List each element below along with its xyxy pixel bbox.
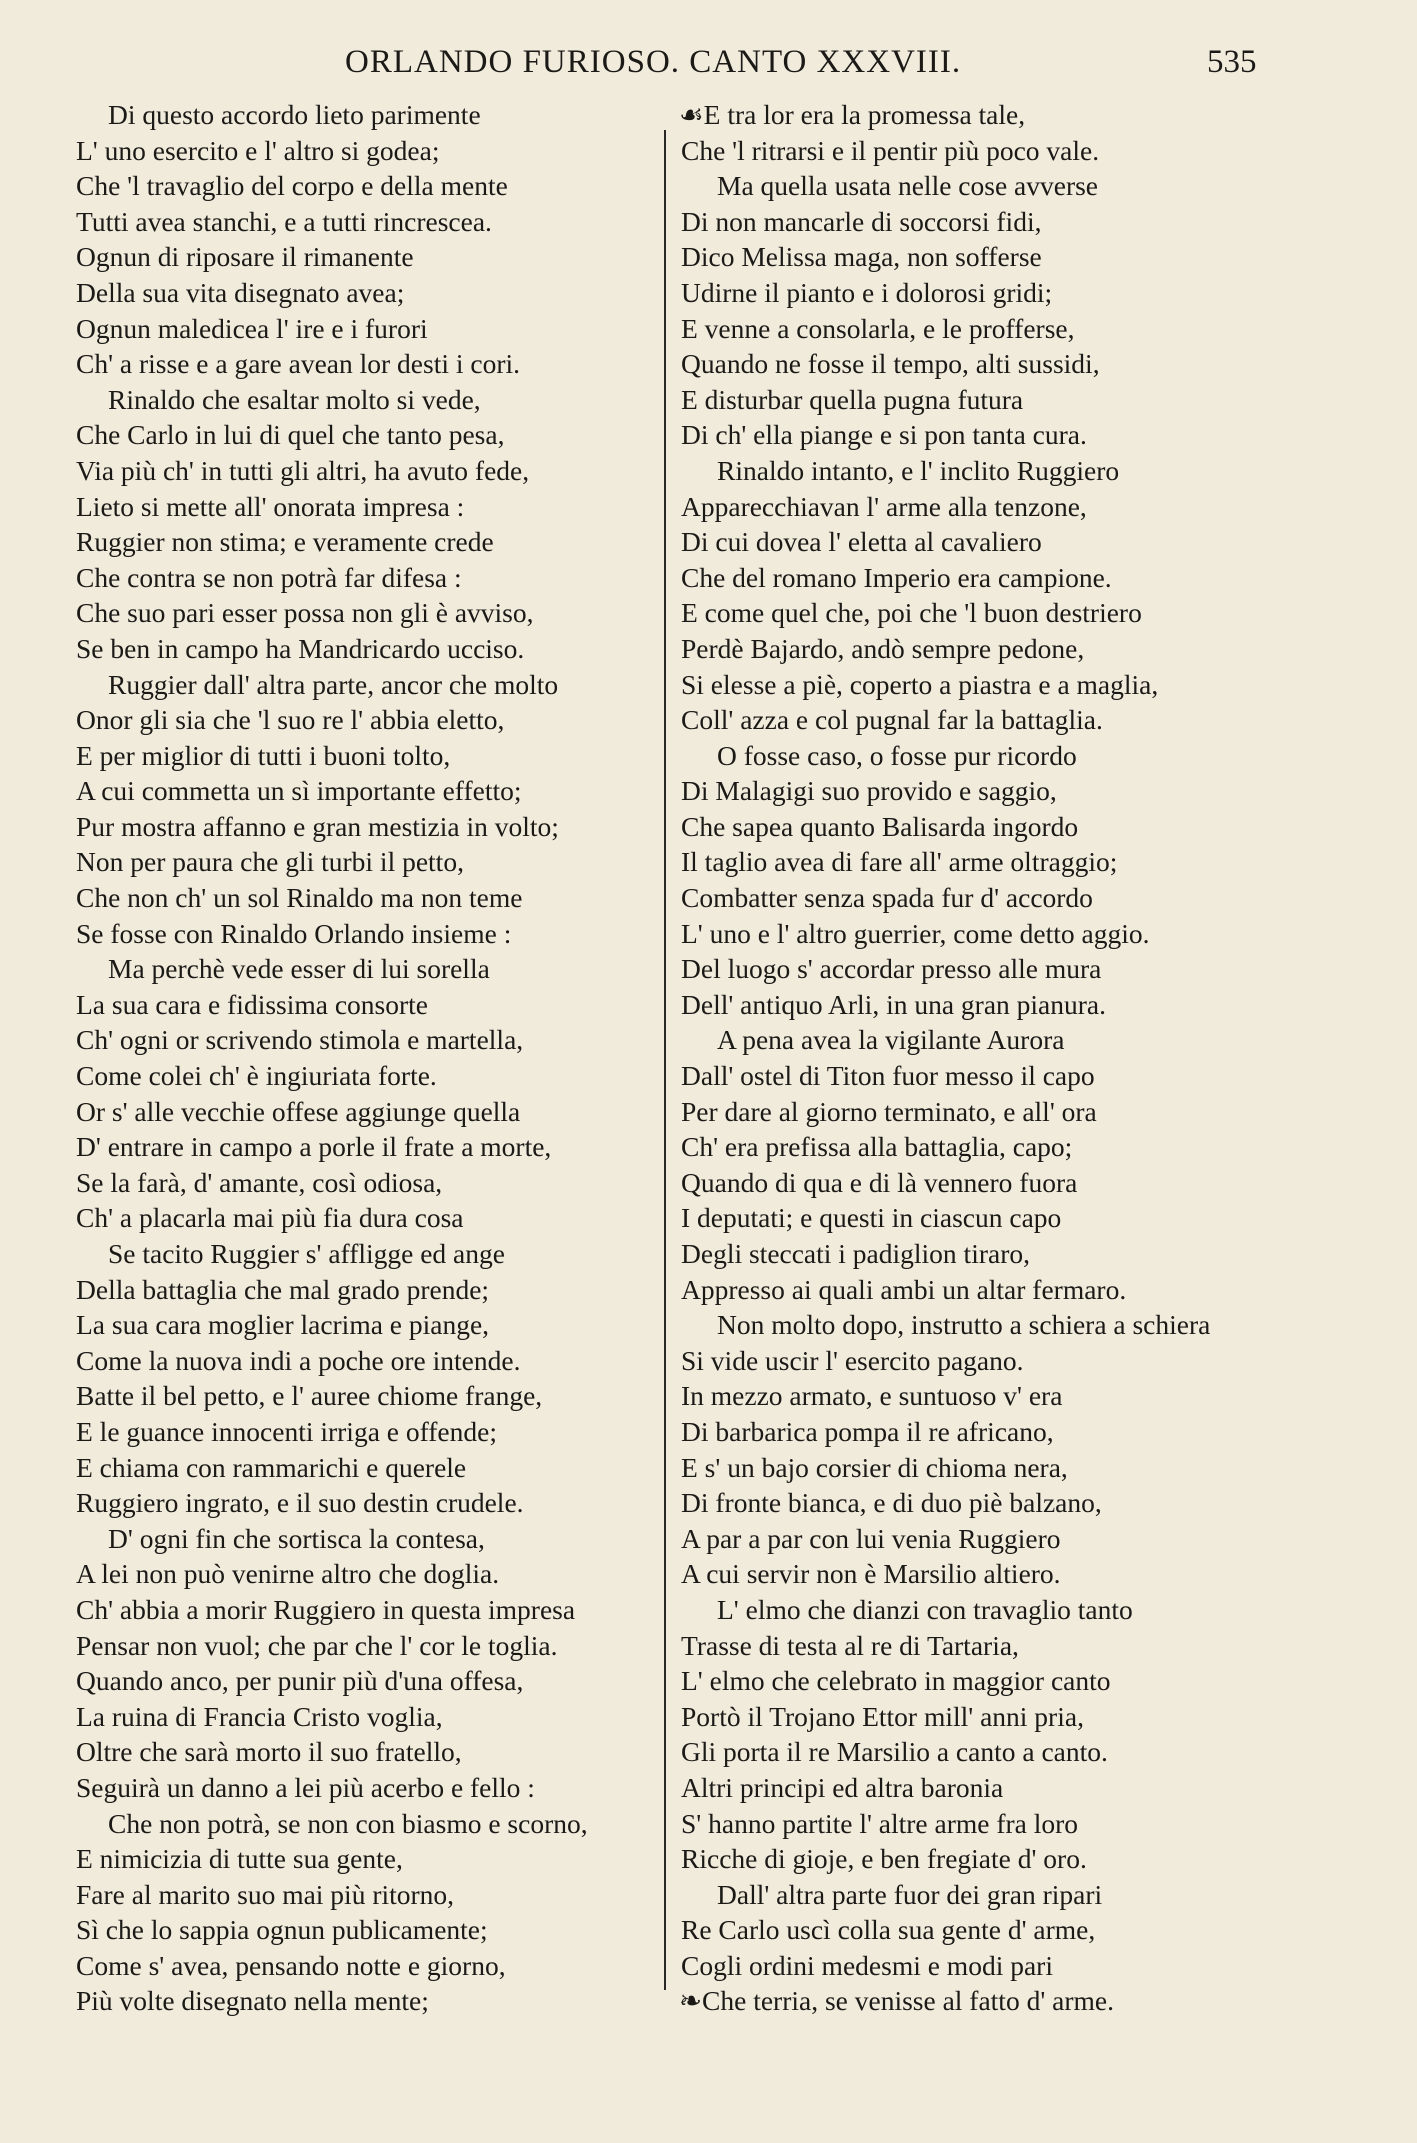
left-verse-line: Oltre che sarà morto il suo fratello, [76,1736,462,1768]
page-header [0,44,1417,88]
right-verse-line: Re Carlo uscì colla sua gente d' arme, [681,1914,1096,1946]
left-verse-line: Seguirà un danno a lei più acerbo e fello : [76,1771,535,1803]
left-verse-line: Ognun di riposare il rimanente [76,241,414,273]
left-verse-line: Pur mostra affanno e gran mestizia in volto; [76,810,559,842]
right-verse-line: Di Malagigi suo provido e saggio, [681,775,1057,807]
right-verse-line: Quando ne fosse il tempo, alti sussidi, [681,348,1100,380]
right-verse-line: Il taglio avea di fare all' arme oltraggio; [681,846,1118,878]
right-verse-line: Trasse di testa al re di Tartaria, [681,1629,1019,1661]
right-verse-line: Che 'l ritrarsi e il pentir più poco vale. [681,134,1100,166]
right-verse-line: Di barbarica pompa il re africano, [681,1415,1054,1447]
left-verse-line: Sì che lo sappia ognun publicamente; [76,1914,488,1946]
right-verse-line: E disturbar quella pugna futura [681,383,1024,415]
right-verse-line: A cui servir non è Marsilio altiero. [681,1558,1061,1590]
right-verse-line: ❧Che terria, se venisse al fatto d' arme. [679,1985,1114,2017]
right-verse-line: Ricche di gioje, e ben fregiate d' oro. [681,1843,1087,1875]
right-verse-line: E s' un bajo corsier di chioma nera, [681,1451,1068,1483]
right-verse-line: A pena avea la vigilante Aurora [717,1024,1065,1056]
running-title: ORLANDO FURIOSO. CANTO XXXVIII. [345,44,962,80]
right-verse-line: Di fronte bianca, e di duo piè balzano, [681,1487,1102,1519]
left-verse-line: Che 'l travaglio del corpo e della mente [76,170,508,202]
left-verse-line: Lieto si mette all' onorata impresa : [76,490,465,522]
left-verse-line: Ch' a risse e a gare avean lor desti i cori. [76,348,521,380]
left-verse-line: Or s' alle vecchie offese aggiunge quella [76,1095,521,1127]
right-verse-line: Portò il Trojano Ettor mill' anni pria, [681,1700,1084,1732]
left-verse-line: Ch' abbia a morir Ruggiero in questa impresa [76,1593,576,1625]
right-verse-line: Ma quella usata nelle cose avverse [717,170,1099,202]
right-verse-line: Di ch' ella piange e si pon tanta cura. [681,419,1087,451]
right-verse-line: Apparecchiavan l' arme alla tenzone, [681,490,1087,522]
right-verse-line: Ch' era prefissa alla battaglia, capo; [681,1131,1073,1163]
left-verse-line: La sua cara moglier lacrima e piange, [76,1309,490,1341]
left-verse-line: Ruggiero ingrato, e il suo destin crudele. [76,1487,524,1519]
right-verse-line: E come quel che, poi che 'l buon destriero [681,597,1142,629]
left-verse-line: Di questo accordo lieto parimente [108,99,481,130]
right-verse-line: Degli steccati i padiglion tiraro, [681,1238,1030,1269]
right-verse-line: L' elmo che celebrato in maggior canto [681,1665,1111,1697]
left-verse-line: Che suo pari esser possa non gli è avviso, [76,597,534,629]
left-verse-line: Come colei ch' è ingiuriata forte. [76,1060,437,1092]
left-verse-line: Ma perchè vede esser di lui sorella [108,953,490,985]
left-verse-line: Come s' avea, pensando notte e giorno, [76,1949,506,1981]
left-verse-line: La ruina di Francia Cristo voglia, [76,1700,443,1732]
left-verse-line: L' uno esercito e l' altro si godea; [76,134,440,166]
right-verse-line: Di cui dovea l' eletta al cavaliero [681,526,1042,558]
left-verse-line: Ognun maledicea l' ire e i furori [76,312,428,344]
right-verse-line: Coll' azza e col pugnal far la battaglia. [681,704,1103,736]
right-verse-line: Che del romano Imperio era campione. [681,561,1112,593]
left-column [76,97,661,2019]
right-verse-line: Dell' antiquo Arli, in una gran pianura. [681,988,1106,1020]
left-verse-line: Che non potrà, se non con biasmo e scorno, [108,1807,588,1839]
left-verse-line: D' entrare in campo a porle il frate a morte, [76,1131,552,1163]
left-verse-line: Onor gli sia che 'l suo re l' abbia eletto, [76,704,505,736]
right-verse-line: A par a par con lui venia Ruggiero [681,1522,1061,1554]
right-verse-line: Non molto dopo, instrutto a schiera a schiera [717,1309,1211,1341]
left-verse-line: Ruggier dall' altra parte, ancor che molto [108,668,559,700]
right-verse-line: L' uno e l' altro guerrier, come detto aggio. [681,917,1150,949]
left-verse-line: E per miglior di tutti i buoni tolto, [76,739,451,771]
left-verse-line: La sua cara e fidissima consorte [76,988,429,1020]
left-verse-line: Ch' a placarla mai più fia dura cosa [76,1202,464,1234]
left-verse-line: Se fosse con Rinaldo Orlando insieme : [76,917,512,949]
right-verse-line: Che sapea quanto Balisarda ingordo [681,810,1079,842]
left-verse-line: Batte il bel petto, e l' auree chiome frange, [76,1380,543,1412]
right-verse-line: Appresso ai quali ambi un altar fermaro. [681,1273,1127,1305]
right-verse-line: Cogli ordini medesmi e modi pari [681,1949,1053,1981]
left-verse-line: Se la farà, d' amante, così odiosa, [76,1166,443,1198]
left-verse-line: A lei non può venirne altro che doglia. [76,1558,500,1590]
right-verse-line: S' hanno partite l' altre arme fra loro [681,1807,1079,1839]
left-verse-line: Della sua vita disegnato avea; [76,276,405,308]
right-verse-line: Udirne il pianto e i dolorosi gridi; [681,276,1053,308]
page-number: 535 [1207,44,1257,80]
left-verse-line: A cui commetta un sì importante effetto; [76,775,522,807]
left-verse-line: Che Carlo in lui di quel che tanto pesa, [76,419,505,451]
right-verse-line: I deputati; e questi in ciascun capo [681,1202,1062,1234]
left-verse-line: Pensar non vuol; che par che l' cor le toglia. [76,1629,558,1661]
right-verse-line: L' elmo che dianzi con travaglio tanto [717,1593,1133,1625]
right-verse-line: Dall' ostel di Titon fuor messo il capo [681,1060,1095,1092]
right-verse-line: E venne a consolarla, e le profferse, [681,312,1075,344]
column-divider [664,130,666,1990]
left-verse-line: Come la nuova indi a poche ore intende. [76,1344,521,1376]
left-verse-line: Che contra se non potrà far difesa : [76,561,462,593]
left-verse-line: Non per paura che gli turbi il petto, [76,846,464,878]
left-verse-line: D' ogni fin che sortisca la contesa, [108,1522,485,1554]
left-verse-line: Tutti avea stanchi, e a tutti rincrescea. [76,205,492,237]
left-verse-line: Ch' ogni or scrivendo stimola e martella, [76,1024,524,1056]
left-verse-line: Che non ch' un sol Rinaldo ma non teme [76,882,523,914]
left-verse-line: E le guance innocenti irriga e offende; [76,1415,497,1447]
left-verse-line: Della battaglia che mal grado prende; [76,1273,490,1305]
left-verse-line: Se ben in campo ha Mandricardo ucciso. [76,632,525,664]
right-verse-line: Gli porta il re Marsilio a canto a canto. [681,1736,1108,1768]
right-verse-line: Quando di qua e di là vennero fuora [681,1166,1078,1198]
left-verse-line: Ruggier non stima; e veramente crede [76,526,494,558]
left-verse-line: Rinaldo che esaltar molto si vede, [108,383,481,415]
left-verse-line: Fare al marito suo mai più ritorno, [76,1878,455,1910]
right-verse-line: Dico Melissa maga, non sofferse [681,241,1042,273]
left-verse-line: Via più ch' in tutti gli altri, ha avuto fede, [76,454,530,486]
left-verse-line: Quando anco, per punir più d'una offesa, [76,1665,524,1697]
right-verse-line: Altri principi ed altra baronia [681,1771,1004,1803]
right-verse-line: Dall' altra parte fuor dei gran ripari [717,1878,1103,1910]
right-verse-line: ☙E tra lor era la promessa tale, [679,99,1026,130]
left-verse-line: E chiama con rammarichi e querele [76,1451,467,1483]
left-verse-line: Più volte disegnato nella mente; [76,1985,429,2017]
right-verse-line: Si elesse a piè, coperto a piastra e a maglia, [681,668,1159,700]
left-verse-line: E nimicizia di tutte sua gente, [76,1843,403,1875]
right-verse-line: Di non mancarle di soccorsi fidi, [681,205,1042,237]
right-column [679,97,1279,2019]
right-verse-line: Del luogo s' accordar presso alle mura [681,953,1102,985]
right-verse-line: Perdè Bajardo, andò sempre pedone, [681,632,1085,664]
right-verse-line: Rinaldo intanto, e l' inclito Ruggiero [717,454,1120,486]
left-verse-line: Se tacito Ruggier s' affligge ed ange [108,1238,505,1269]
right-verse-line: In mezzo armato, e suntuoso v' era [681,1380,1063,1412]
right-verse-line: Si vide uscir l' esercito pagano. [681,1344,1024,1376]
right-verse-line: Per dare al giorno terminato, e all' ora [681,1095,1097,1127]
right-verse-line: O fosse caso, o fosse pur ricordo [717,739,1077,771]
right-verse-line: Combatter senza spada fur d' accordo [681,882,1093,914]
